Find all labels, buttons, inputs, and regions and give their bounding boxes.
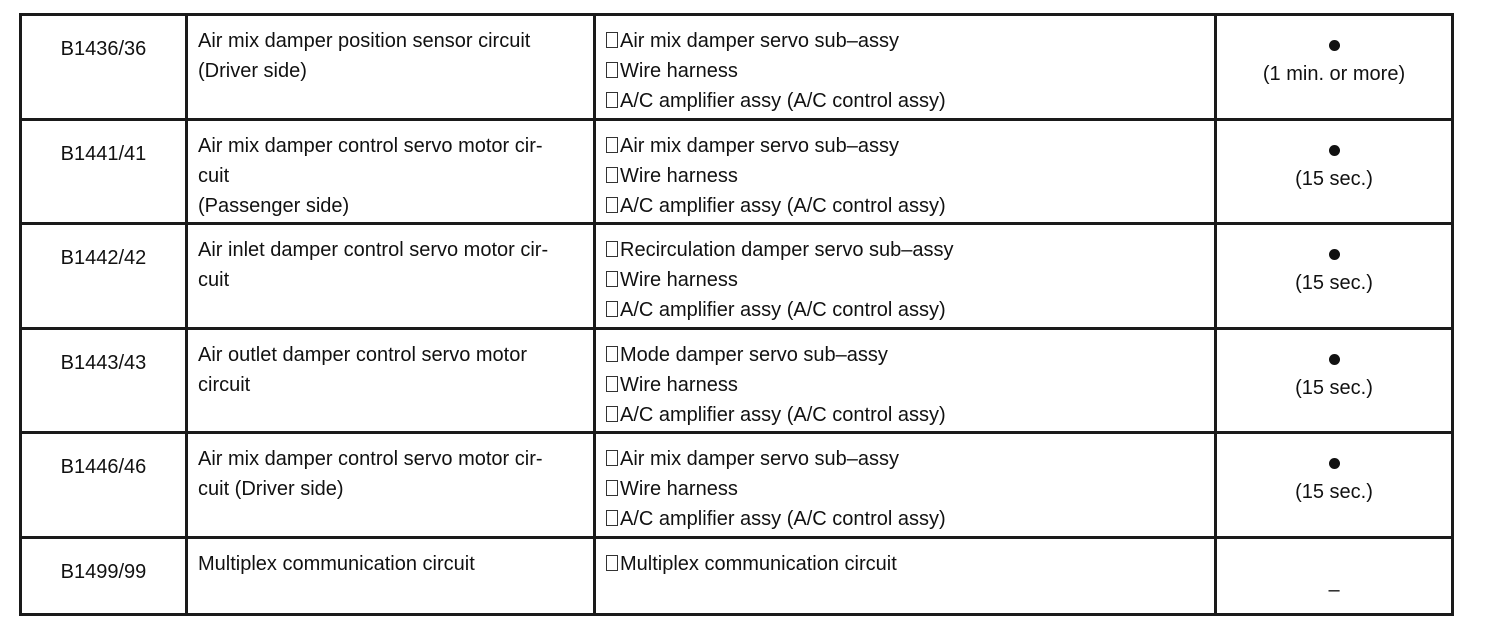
table-row [21,433,1453,538]
checkbox-square-icon [606,301,618,317]
memory-note: (15 sec.) [1295,481,1373,503]
trouble-area-label: A/C amplifier assy (A/C control assy) [620,90,946,112]
trouble-area-cell [595,119,1216,224]
memory-note: (15 sec.) [1295,167,1373,190]
dtc-code: B1443/43 [60,351,147,374]
detection-item-line: Air inlet damper control servo motor cir- [198,239,549,261]
dtc-code: B1446/46 [60,456,147,478]
bullet-dot-icon [1329,354,1340,365]
checkbox-square-icon [606,480,618,496]
table-row [21,537,1453,614]
memory-note: (15 sec.) [1295,376,1373,399]
memory-cell [1216,433,1453,538]
trouble-area-item [606,161,1204,191]
trouble-area-item [606,549,1204,579]
dtc-code: B1442/42 [60,247,147,269]
trouble-area-cell [595,328,1216,433]
memory-cell [1216,224,1453,329]
checkbox-square-icon [606,62,618,78]
trouble-area-item [606,504,1204,534]
detection-item-line: cuit [198,269,230,291]
trouble-area-item [606,56,1204,86]
checkbox-square-icon [606,32,618,48]
detection-item-line: Air outlet damper control servo motor [198,343,528,366]
bullet-dot-icon [1329,249,1340,260]
table-row [21,328,1453,433]
checkbox-square-icon [606,137,618,153]
memory-note: (1 min. or more) [1262,63,1406,85]
trouble-area-cell [595,433,1216,538]
detection-item-cell [187,537,595,614]
checkbox-square-icon [606,271,618,287]
detection-item-line: (Passenger side) [198,194,350,217]
trouble-area-cell [595,15,1216,120]
dtc-code: B1499/99 [60,560,147,583]
trouble-area-label: Wire harness [620,269,738,291]
detection-item-cell [187,119,595,224]
dtc-code-cell [21,537,187,614]
trouble-area-label: Wire harness [620,373,738,396]
checkbox-square-icon [606,241,618,257]
bullet-dot-icon [1329,40,1340,51]
memory-cell [1216,119,1453,224]
trouble-area-item [606,235,1204,265]
trouble-area-label: Air mix damper servo sub–assy [620,448,899,470]
detection-item-line: (Driver side) [198,60,307,82]
trouble-area-cell [595,537,1216,614]
trouble-area-label: Multiplex communication circuit [620,552,897,575]
detection-item-cell [187,15,595,120]
trouble-area-item [606,400,1204,430]
dtc-code: B1436/36 [60,38,147,60]
trouble-area-item [606,295,1204,325]
detection-item-line: Air mix damper control servo motor cir- [198,448,543,470]
dtc-code: B1441/41 [60,142,147,165]
trouble-area-item [606,191,1204,221]
detection-item-line: Multiplex communication circuit [198,552,475,575]
checkbox-square-icon [606,346,618,362]
trouble-area-label: Wire harness [620,164,738,187]
trouble-area-item [606,86,1204,116]
detection-item-cell [187,328,595,433]
memory-note: – [1328,578,1340,601]
dtc-code-cell [21,15,187,120]
table-row [21,224,1453,329]
checkbox-square-icon [606,197,618,213]
dtc-code-cell [21,224,187,329]
trouble-area-item [606,26,1204,56]
bullet-dot-icon [1329,145,1340,156]
checkbox-square-icon [606,92,618,108]
dtc-code-cell [21,433,187,538]
detection-item-line: circuit [198,373,251,396]
detection-item-cell [187,433,595,538]
table-row [21,119,1453,224]
trouble-area-item [606,444,1204,474]
checkbox-square-icon [606,555,618,571]
bullet-dot-icon [1329,458,1340,469]
trouble-area-label: Wire harness [620,478,738,500]
table-row [21,15,1453,120]
checkbox-square-icon [606,510,618,526]
detection-item-line: cuit [198,164,230,187]
detection-item-line: Air mix damper position sensor circuit [198,30,531,52]
dtc-code-cell [21,119,187,224]
dtc-table [19,13,1454,616]
detection-item-line: Air mix damper control servo motor cir- [198,134,543,157]
trouble-area-cell [595,224,1216,329]
trouble-area-item [606,474,1204,504]
trouble-area-item [606,340,1204,370]
trouble-area-label: A/C amplifier assy (A/C control assy) [620,508,946,530]
trouble-area-item [606,131,1204,161]
checkbox-square-icon [606,406,618,422]
memory-cell [1216,15,1453,120]
trouble-area-label: Wire harness [620,60,738,82]
memory-note: (15 sec.) [1295,272,1373,294]
trouble-area-item [606,370,1204,400]
detection-item-cell [187,224,595,329]
trouble-area-label: Air mix damper servo sub–assy [620,30,899,52]
memory-cell [1216,328,1453,433]
trouble-area-label: Mode damper servo sub–assy [620,343,888,366]
trouble-area-label: A/C amplifier assy (A/C control assy) [620,299,946,321]
trouble-area-item [606,265,1204,295]
memory-cell [1216,537,1453,614]
trouble-area-label: Recirculation damper servo sub–assy [620,239,954,261]
checkbox-square-icon [606,376,618,392]
trouble-area-label: A/C amplifier assy (A/C control assy) [620,403,946,426]
trouble-area-label: Air mix damper servo sub–assy [620,134,899,157]
trouble-area-label: A/C amplifier assy (A/C control assy) [620,194,946,217]
dtc-code-cell [21,328,187,433]
checkbox-square-icon [606,167,618,183]
detection-item-line: cuit (Driver side) [198,478,344,500]
checkbox-square-icon [606,450,618,466]
